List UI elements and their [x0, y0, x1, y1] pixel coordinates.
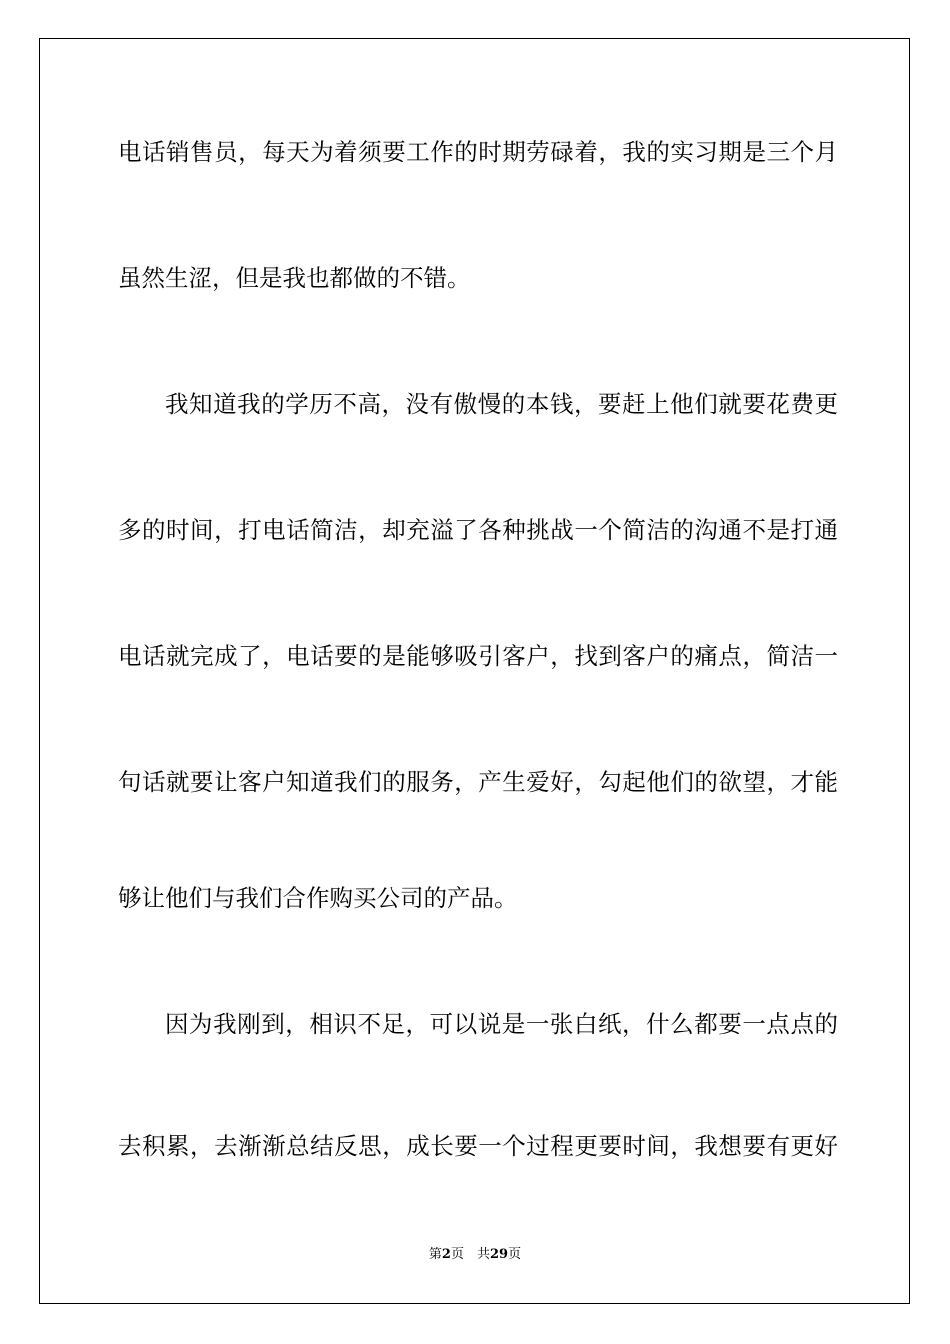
page-border	[39, 38, 910, 1304]
body-text-line: 电话就完成了，电话要的是能够吸引客户，找到客户的痛点，简洁一	[118, 642, 838, 670]
body-text-line: 去积累，去渐渐总结反思，成长要一个过程更要时间，我想要有更好	[118, 1132, 838, 1160]
body-text-line: 句话就要让客户知道我们的服务，产生爱好，勾起他们的欲望，才能	[118, 768, 838, 796]
paragraph-first-line: 我知道我的学历不高，没有傲慢的本钱，要赶上他们就要花费更	[165, 390, 838, 418]
body-text-line: 电话销售员，每天为着须要工作的时期劳碌着，我的实习期是三个月	[118, 138, 838, 166]
footer-mid: 页 共	[450, 1247, 490, 1262]
body-text-line: 够让他们与我们合作购买公司的产品。	[118, 884, 518, 912]
footer-prefix: 第	[428, 1247, 442, 1262]
body-text-line: 虽然生涩，但是我也都做的不错。	[118, 264, 471, 292]
paragraph-first-line: 因为我刚到，相识不足，可以说是一张白纸，什么都要一点点的	[165, 1010, 838, 1038]
page-footer	[0, 1247, 950, 1263]
total-pages-number: 29	[489, 1247, 509, 1262]
footer-suffix: 页	[508, 1247, 522, 1262]
body-text-line: 多的时间，打电话简洁，却充溢了各种挑战一个简洁的沟通不是打通	[118, 516, 838, 544]
current-page-number: 2	[441, 1247, 451, 1262]
